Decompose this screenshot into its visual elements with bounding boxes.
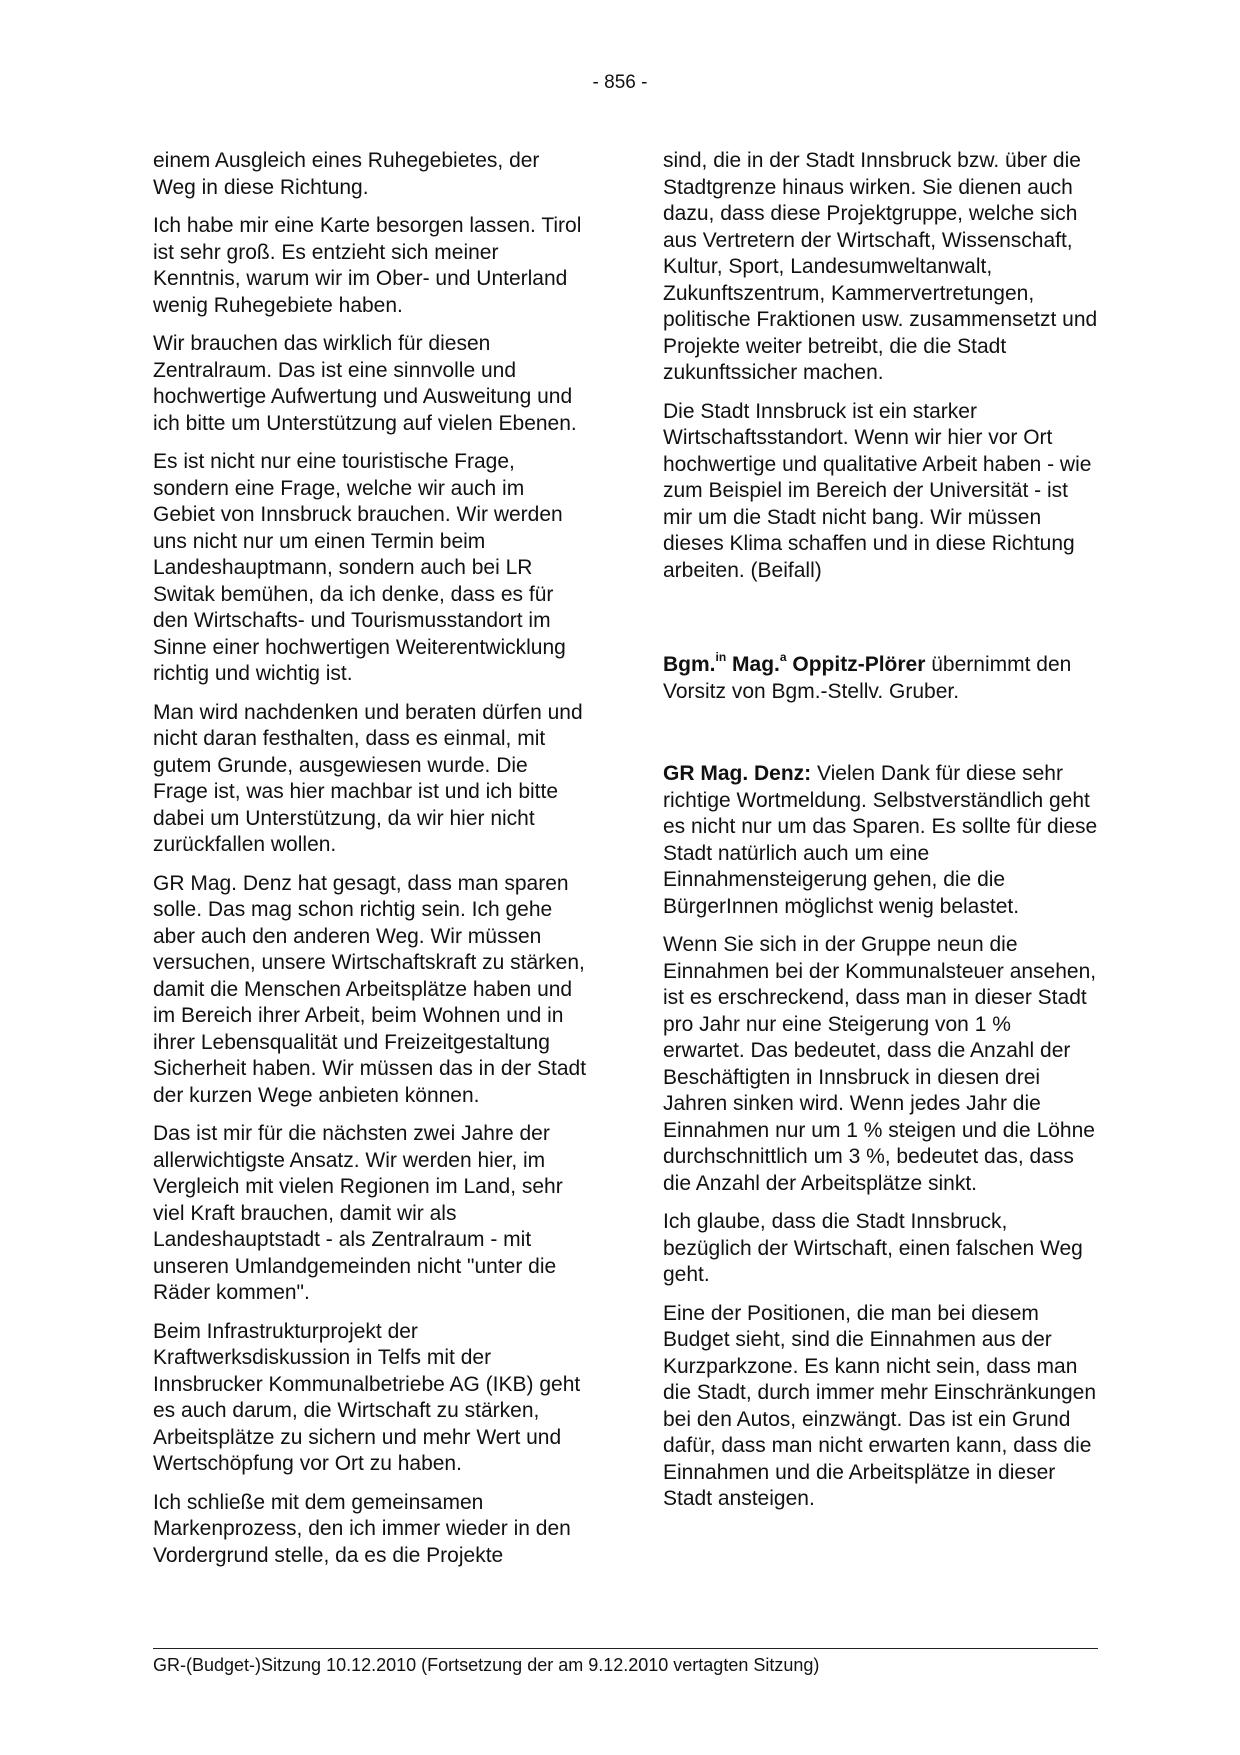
paragraph: Das ist mir für die nächsten zwei Jahre der allerwichtigste Ansatz. Wir werden hier, im Vergleich mit vielen Regionen im Land, sehr viel Kraft brauchen, damit wir als Landeshauptstadt - als Zentralraum - mit unseren Umlandgemeinden nicht "unter die Räder kommen". [153, 1122, 563, 1304]
paragraph: Ich glaube, dass die Stadt Innsbruck, bezüglich der Wirtschaft, einen falschen Weg geht. [663, 1210, 1083, 1286]
paragraph: Es ist nicht nur eine touristische Frage, sondern eine Frage, welche wir auch im Gebiet von Innsbruck brauchen. Wir werden uns nicht nur um einen Termin beim Landeshauptmann, sondern auch bei LR Switak bemühen, da ich denke, dass es für den Wirtschafts- und Tourismusstandort im Sinne einer hochwertigen Weiterentwicklung richtig und wichtig ist. [153, 450, 566, 685]
paragraph: Beim Infrastrukturprojekt der Kraftwerksdiskussion in Telfs mit der Innsbrucker Kommunalbetriebe AG (IKB) geht es auch darum, die Wirtschaft zu stärken, Arbeitsplätze zu sichern und mehr Wert und Wertschöpfung vor Ort zu haben. [153, 1319, 581, 1475]
right-column [663, 148, 1098, 1525]
paragraph: Die Stadt Innsbruck ist ein starker Wirtschaftsstandort. Wenn wir hier vor Ort hochwertige und qualitative Arbeit haben - wie zum Beispiel im Bereich der Universität - ist mir um die Stadt nicht bang. Wir müssen dieses Klima schaffen und in diese Richtung arbeiten. (Beifall) [663, 399, 1092, 582]
mayor-title: Bgm.$^{in}$ Mag.$^a$ Oppitz-Plörer [663, 650, 926, 676]
paragraph: einem Ausgleich eines Ruhegebietes, der Weg in diese Richtung. [153, 149, 540, 199]
paragraph: Ich habe mir eine Karte besorgen lassen. Tirol ist sehr groß. Es entzieht sich meiner Kenntnis, warum wir im Ober- und Unterland wenig Ruhegebiete haben. [153, 214, 582, 317]
paragraph: GR Mag. Denz hat gesagt, dass man sparen solle. Das mag schon richtig sein. Ich gehe aber auch den anderen Weg. Wir müssen versuchen, unsere Wirtschaftskraft zu stärken, damit die Menschen Arbeitsplätze haben und im Bereich ihrer Arbeit, beim Wohnen und in ihrer Lebensqualität und Freizeitgestaltung Sicherheit haben. Wir müssen das in der Stadt der kurzen Wege anbieten können. [153, 871, 587, 1107]
paragraph: Wenn Sie sich in der Gruppe neun die Einnahmen bei der Kommunalsteuer ansehen, ist es erschreckend, dass man in dieser Stadt pro Jahr nur eine Steigerung von 1 % erwartet. Das bedeutet, dass die Anzahl der Beschäftigten in Innsbruck in diesen drei Jahren sinken wird. Wenn jedes Jahr die Einnahmen nur um 1 % steigen und die Löhne durchschnittlich um 3 %, bedeutet das, dass die Anzahl der Arbeitsplätze sinkt. [663, 933, 1097, 1195]
page-number: - 856 - [592, 72, 648, 93]
left-column [153, 148, 588, 1581]
chair-change-text: übernimmt den Vorsitz von Bgm.-Stellv. Gruber. [663, 653, 1072, 703]
speaker-name: GR Mag. Denz: [663, 762, 812, 785]
paragraph: Man wird nachdenken und beraten dürfen und nicht daran festhalten, dass es einmal, mit gutem Grunde, ausgewiesen wurde. Die Frage ist, was hier machbar ist und ich bitte dabei um Unterstützung, da wir hier nicht zurückfallen wollen. [153, 700, 583, 856]
speaker-paragraph [663, 761, 1098, 920]
speaker-text: Vielen Dank für diese sehr richtige Wortmeldung. Selbstverständlich geht es nicht nur um das Sparen. Es sollte für diese Stadt natürlich auch um eine Einnahmensteigerung gehen, die die BürgerInnen möglichst wenig belastet. [663, 762, 1098, 918]
footer-divider [153, 1648, 1098, 1649]
paragraph: Ich schließe mit dem gemeinsamen Markenprozess, den ich immer wieder in den Vordergrund stelle, da es die Projekte [153, 1490, 571, 1567]
chair-change-note [663, 652, 1098, 705]
paragraph: Wir brauchen das wirklich für diesen Zentralraum. Das ist eine sinnvolle und hochwertige Aufwertung und Ausweitung und ich bitte um Unterstützung auf vielen Ebenen. [153, 332, 577, 435]
footer: GR-(Budget-)Sitzung 10.12.2010 (Fortsetzung der am 9.12.2010 vertagten Sitzung) [153, 1655, 820, 1675]
paragraph: sind, die in der Stadt Innsbruck bzw. über die Stadtgrenze hinaus wirken. Sie dienen auch dazu, dass diese Projektgruppe, welche sich aus Vertretern der Wirtschaft, Wissenschaft, Kultur, Sport, Landesumweltanwalt, Zukunftszentrum, Kammervertretungen, politische Fraktionen usw. zusammensetzt und Projekte weiter betreibt, die die Stadt zukunftssicher machen. [663, 149, 1098, 384]
paragraph: Eine der Positionen, die man bei diesem Budget sieht, sind die Einnahmen aus der Kurzparkzone. Es kann nicht sein, dass man die Stadt, durch immer mehr Einschränkungen bei den Autos, einzwängt. Das ist ein Grund dafür, dass man nicht erwarten kann, dass die Einnahmen und die Arbeitsplätze in dieser Stadt ansteigen. [663, 1301, 1097, 1510]
